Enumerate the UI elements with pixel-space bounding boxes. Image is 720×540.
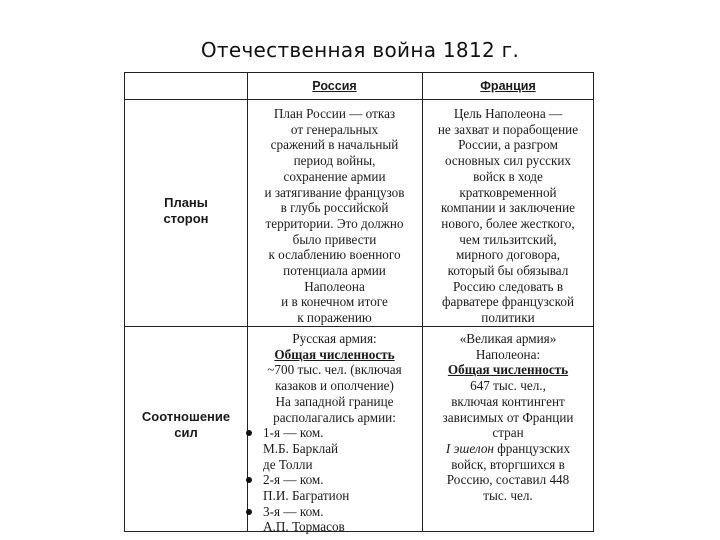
- text-line: сохранение армии: [283, 168, 386, 184]
- text-line: период войны,: [293, 153, 376, 169]
- text-line: тыс. чел.: [483, 488, 533, 504]
- army-item: [247, 504, 422, 535]
- strength-label: Общая численность: [447, 362, 569, 378]
- text-line: Русская армия:: [292, 331, 377, 346]
- cell-russia-plan: [247, 106, 422, 326]
- header-russia: Россия: [312, 79, 357, 93]
- text-line: России, а разгром: [458, 137, 558, 153]
- bullet-icon: [246, 477, 252, 483]
- row-label-forces-line: Соотношение: [141, 409, 231, 424]
- row-label-plans: [125, 195, 247, 227]
- echelon-line: [422, 441, 594, 457]
- text-line: к поражению: [297, 310, 372, 326]
- text-line: в глубь российской: [280, 200, 389, 216]
- text-line: не захват и порабощение: [437, 121, 579, 137]
- text-line: ~700 тыс. чел. (включая: [267, 362, 402, 378]
- bullet-icon: [246, 430, 252, 436]
- row-label-plans-line: Планы: [164, 195, 208, 210]
- row-divider: [125, 326, 593, 327]
- strength-label: Общая численность: [274, 346, 395, 362]
- text-line: и в конечном итоге: [281, 294, 388, 310]
- text-line: располагались армии:: [273, 409, 396, 425]
- text-line: который бы обязывал: [447, 263, 569, 279]
- page-title: Отечественная война 1812 г.: [200, 38, 520, 62]
- text-line: чем тильзитский,: [459, 231, 557, 247]
- army-item: [247, 472, 422, 503]
- bullet-icon: [246, 509, 252, 515]
- text-line: и затягивание французов: [264, 184, 405, 200]
- echelon-rest: французских: [493, 440, 571, 456]
- text-line: Цель Наполеона —: [453, 106, 563, 121]
- text-line: войск, вторгшихся в: [451, 456, 565, 472]
- text-line: к ослаблению военного: [268, 247, 401, 263]
- row-label-forces-line: сил: [174, 425, 198, 440]
- echelon-label: I эшелон: [445, 440, 494, 456]
- text-line: потенциала армии: [283, 263, 386, 279]
- text-line: от генеральных: [290, 121, 379, 137]
- text-line: Наполеона:: [475, 346, 541, 362]
- text-line: сражений в начальный: [270, 137, 399, 153]
- text-line: фарватере французской: [441, 294, 575, 310]
- text-line: 2-я — ком.: [263, 472, 324, 488]
- text-line: де Толли: [263, 456, 313, 472]
- text-line: основных сил русских: [444, 153, 572, 169]
- text-line: компании и заключение: [440, 200, 575, 216]
- text-line: Россию следовать в: [452, 278, 564, 294]
- text-line: зависимых от Франции: [442, 409, 574, 425]
- text-line: нового, более жесткого,: [441, 215, 575, 231]
- text-line: мирного договора,: [455, 247, 561, 263]
- text-line: 1-я — ком.: [263, 425, 324, 441]
- text-line: Россию, составил 448: [446, 472, 570, 488]
- text-line: политики: [481, 310, 535, 326]
- cell-russia-forces: [247, 331, 422, 535]
- text-line: было привести: [292, 231, 377, 247]
- text-line: М.Б. Барклай: [263, 440, 339, 456]
- text-line: На западной границе: [275, 393, 394, 409]
- text-line: А.П. Тормасов: [263, 519, 345, 535]
- army-item: [247, 425, 422, 472]
- text-line: План России — отказ: [273, 106, 396, 121]
- text-line: «Великая армия»: [459, 331, 557, 346]
- text-line: Наполеона: [304, 278, 365, 294]
- text-line: войск в ходе: [473, 168, 543, 184]
- text-line: 3-я — ком.: [263, 503, 324, 519]
- text-line: П.И. Багратион: [263, 488, 350, 504]
- header-france: Франция: [480, 79, 536, 93]
- text-line: 647 тыс. чел.,: [470, 378, 546, 394]
- text-line: включая контингент: [451, 393, 565, 409]
- row-label-plans-line: сторон: [163, 211, 209, 226]
- cell-france-forces: [422, 331, 594, 504]
- comparison-table: [124, 72, 594, 535]
- row-label-forces: [125, 409, 247, 441]
- text-line: кратковременной: [459, 184, 557, 200]
- text-line: стран: [492, 425, 524, 441]
- cell-france-plan: [422, 106, 594, 326]
- text-line: территории. Это должно: [265, 215, 404, 231]
- header-divider: [125, 99, 593, 100]
- text-line: казаков и ополчение): [275, 378, 394, 394]
